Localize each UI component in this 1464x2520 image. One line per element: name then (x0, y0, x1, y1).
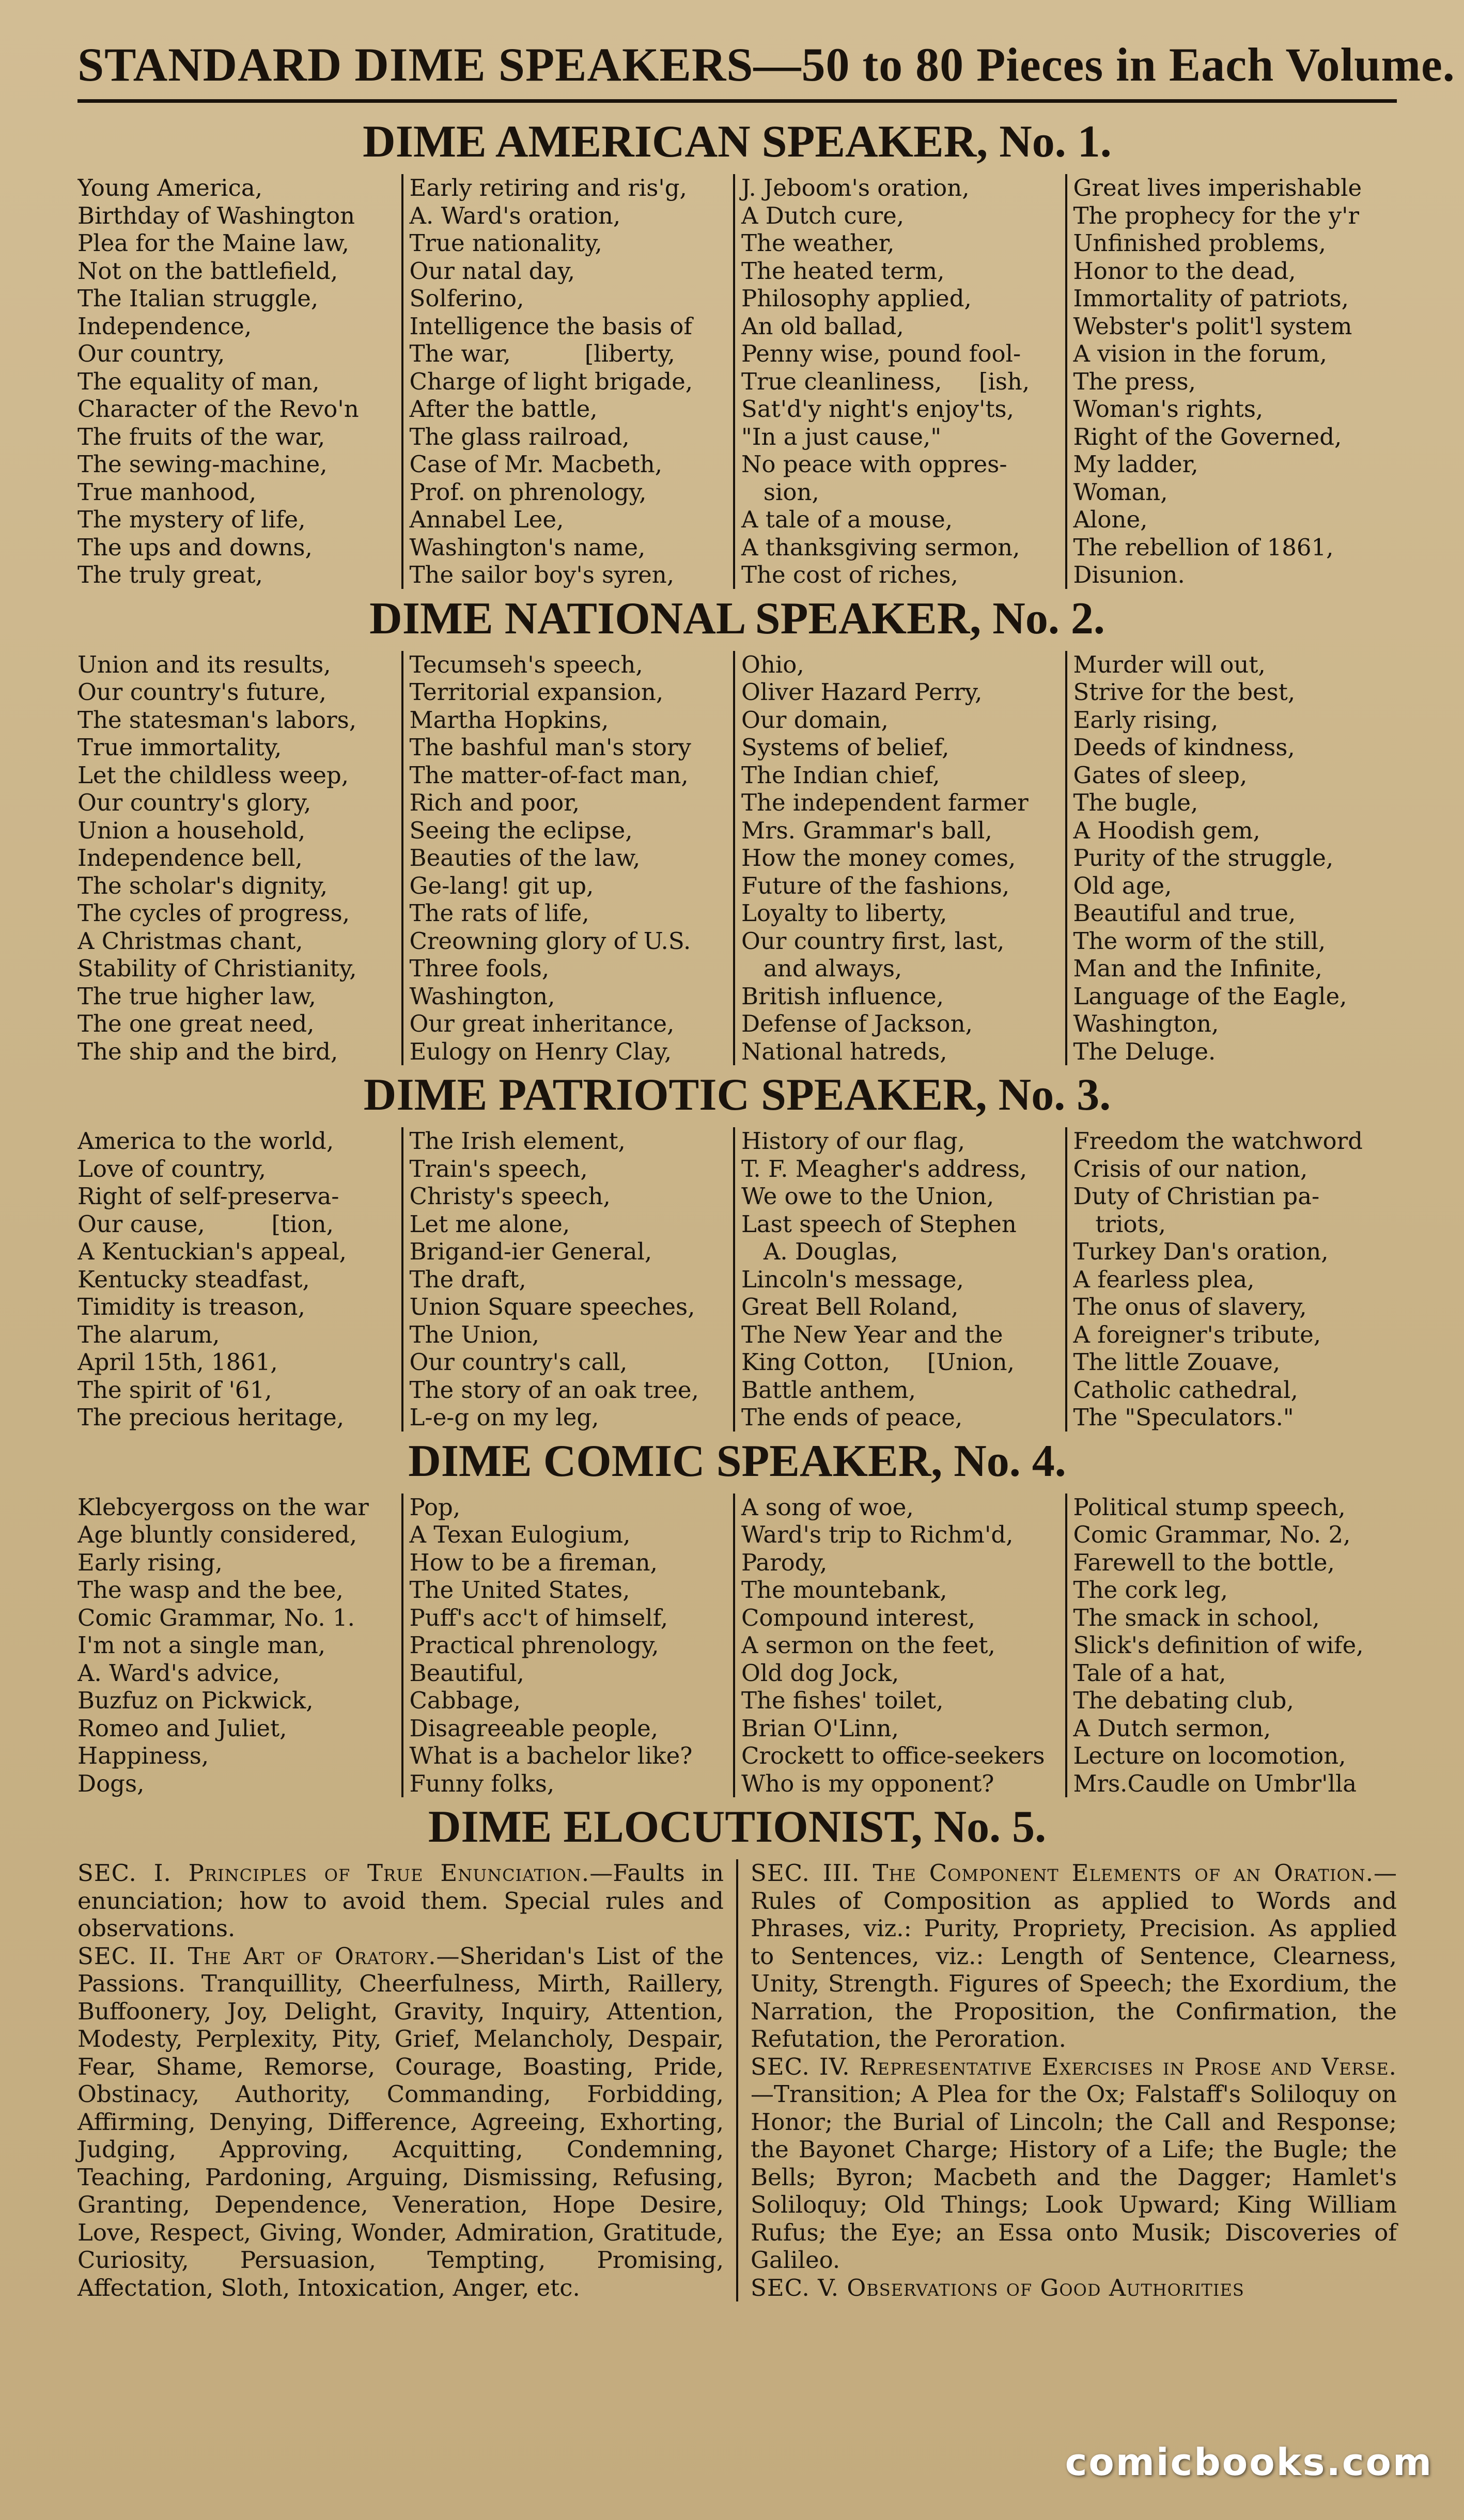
list-item: Solferino, (409, 285, 524, 312)
elocutionist-paragraph (751, 2274, 1397, 2302)
list-item: America to the world, (77, 1127, 334, 1155)
list-item: Union Square speeches, (409, 1293, 695, 1320)
list-item: Our country first, last, (741, 927, 1005, 955)
elocutionist-paragraph (77, 1942, 724, 2302)
list-item: Our country's call, (409, 1348, 628, 1376)
list-item: Territorial expansion, (409, 678, 664, 706)
list-item: The heated term, (741, 257, 945, 285)
list-item: British influence, (741, 982, 944, 1010)
list-item: Our great inheritance, (409, 1010, 675, 1037)
list-item: The war, [liberty, (409, 340, 675, 367)
list-item: T. F. Meagher's address, (741, 1155, 1027, 1183)
list-item: A fearless plea, (1073, 1265, 1255, 1293)
list-item: The equality of man, (77, 367, 320, 395)
list-item: Washington, (409, 982, 555, 1010)
section-column (1065, 651, 1397, 1066)
list-item: Last speech of Stephen (741, 1210, 1017, 1238)
list-item: Ward's trip to Richm'd, (741, 1521, 1014, 1548)
list-item: The ends of peace, (741, 1404, 963, 1431)
list-item: The worm of the still, (1073, 927, 1326, 955)
list-item: Romeo and Juliet, (77, 1714, 287, 1742)
list-item: King Cotton, [Union, (741, 1348, 1015, 1376)
header-rule (77, 99, 1397, 103)
list-item: Early rising, (1073, 706, 1219, 734)
list-item: Dogs, (77, 1769, 145, 1797)
list-item: The bashful man's story (409, 734, 691, 761)
list-item: The little Zouave, (1073, 1348, 1281, 1376)
list-item: After the battle, (409, 395, 598, 423)
section-column (401, 651, 734, 1066)
list-item: The scholar's dignity, (77, 872, 328, 899)
elocutionist-title: DIME ELOCUTIONIST, No. 5. (428, 1802, 1047, 1852)
list-item: The debating club, (1073, 1687, 1294, 1714)
list-item: Strive for the best, (1073, 678, 1296, 706)
list-item: Beautiful and true, (1073, 899, 1296, 927)
list-item: Battle anthem, (741, 1376, 916, 1404)
section-column (1065, 1127, 1397, 1432)
list-item: Ohio, (741, 650, 804, 678)
list-item: The spirit of '61, (77, 1376, 272, 1404)
list-item: Martha Hopkins, (409, 706, 609, 734)
section-heading: SEC. IV. Representative Exercises in Prose and Verse. (751, 2052, 1397, 2080)
list-item: The cork leg, (1073, 1576, 1228, 1604)
list-item: Our country's future, (77, 678, 326, 706)
list-item: Immortality of patriots, (1073, 285, 1349, 312)
list-item: Pop, (409, 1493, 461, 1521)
list-item: Timidity is treason, (77, 1293, 305, 1320)
list-item: A sermon on the feet, (741, 1631, 995, 1659)
elocutionist-left-column (77, 1859, 738, 2301)
list-item: A foreigner's tribute, (1073, 1320, 1321, 1348)
list-item: No peace with oppres- (741, 450, 1007, 478)
section-heading: SEC. I. Principles of True Enunciation. (77, 1859, 590, 1887)
section-column (733, 651, 1065, 1066)
list-item: The Italian struggle, (77, 285, 319, 312)
section-column (77, 1494, 401, 1798)
list-item: Loyalty to liberty, (741, 899, 947, 927)
list-item: The matter-of-fact man, (409, 761, 689, 789)
list-item: How the money comes, (741, 844, 1016, 872)
watermark: comicbooks.com (1065, 2440, 1433, 2484)
list-item: A Texan Eulogium, (409, 1521, 631, 1548)
section-body: —Sheridan's List of the Passions. Tranquillity, Cheerfulness, Mirth, Raillery, Buffoonery, Joy, Delight, Gravity, Inquiry, Attention, Modesty, Perplexity, Pity, Grief, Melancholy, Despair, Fear, Shame, Remorse, Courage, Boasting, Pride, Obstinacy, Authority, Commanding, Forbidding, Affirming, Denying, Difference, Agreeing, Exhorting, Judging, Approving, Acquitting, Condemning, Teaching, Pardoning, Arguing, Dismissing, Refusing, Granting, Dependence, Veneration, Hope Desire, Love, Respect, Giving, Wonder, Admiration, Gratitude, Curiosity, Persuasion, Tempting, Promising, Affectation, Sloth, Intoxication, Anger, etc. (77, 1942, 724, 2301)
list-item: The story of an oak tree, (409, 1376, 699, 1404)
list-item: Kentucky steadfast, (77, 1265, 310, 1293)
list-item: Washington's name, (409, 533, 646, 561)
list-item: Our natal day, (409, 257, 575, 285)
list-item: A Kentuckian's appeal, (77, 1238, 347, 1265)
list-item: A tale of a mouse, (741, 506, 953, 533)
section-column (733, 1494, 1065, 1798)
section-column (1065, 1494, 1397, 1798)
list-item: National hatreds, (741, 1037, 947, 1065)
list-item: Old dog Jock, (741, 1659, 899, 1687)
list-item: Three fools, (409, 955, 550, 982)
list-item: True manhood, (77, 478, 257, 506)
elocutionist-body (77, 1859, 1397, 2301)
list-item: True cleanliness, [ish, (741, 367, 1030, 395)
list-item: Love of country, (77, 1155, 266, 1183)
list-item: Train's speech, (409, 1155, 588, 1183)
list-item: Slick's definition of wife, (1073, 1631, 1364, 1659)
list-item: Practical phrenology, (409, 1631, 659, 1659)
list-item: The onus of slavery, (1073, 1293, 1307, 1320)
list-item: A Christmas chant, (77, 927, 303, 955)
section-column (77, 651, 401, 1066)
list-item: A Dutch sermon, (1073, 1714, 1271, 1742)
list-item: An old ballad, (741, 312, 904, 340)
list-item: The alarum, (77, 1320, 220, 1348)
list-item: Gates of sleep, (1073, 761, 1248, 789)
list-item: Language of the Eagle, (1073, 982, 1347, 1010)
list-item: A. Ward's oration, (409, 201, 621, 229)
list-item: Brian O'Linn, (741, 1714, 899, 1742)
list-item: Not on the battlefield, (77, 257, 338, 285)
section-column (733, 1127, 1065, 1432)
list-item: The Indian chief, (741, 761, 940, 789)
list-item: Prof. on phrenology, (409, 478, 647, 506)
list-item: True nationality, (409, 229, 602, 257)
list-item: The true higher law, (77, 982, 316, 1010)
list-item: Catholic cathedral, (1073, 1376, 1298, 1404)
page-header: STANDARD DIME SPEAKERS—50 to 80 Pieces in Each Volume. (77, 38, 1455, 91)
list-item: Honor to the dead, (1073, 257, 1296, 285)
list-item: Independence, (77, 312, 252, 340)
section-body: —Rules of Composition as applied to Words and Phrases, viz.: Purity, Propriety, Precision. As applied to Sentences, viz.: Length of Sentence, Clearness, Unity, Strength. Figures of Speech; the Exordium, the Narration, the Proposition, the Confirmation, the Refutation, the Peroration. (751, 1859, 1397, 2052)
list-item: Defense of Jackson, (741, 1010, 973, 1037)
list-item: Puff's acc't of himself, (409, 1604, 668, 1631)
list-item: The glass railroad, (409, 423, 630, 450)
elocutionist-right-column (738, 1859, 1397, 2301)
list-item: Independence bell, (77, 844, 303, 872)
list-item: Happiness, (77, 1742, 209, 1769)
list-item: The Union, (409, 1320, 540, 1348)
section-title: DIME COMIC SPEAKER, No. 4. (408, 1436, 1066, 1486)
list-item: Farewell to the bottle, (1073, 1548, 1335, 1576)
list-item: Eulogy on Henry Clay, (409, 1037, 672, 1065)
elocutionist-paragraph (751, 1859, 1397, 2053)
list-item: Plea for the Maine law, (77, 229, 349, 257)
list-item: A vision in the forum, (1073, 340, 1327, 367)
list-item: Lecture on locomotion, (1073, 1742, 1346, 1769)
list-item: History of our flag, (741, 1127, 965, 1155)
list-item: Our cause, [tion, (77, 1210, 334, 1238)
list-item: Sat'd'y night's enjoy'ts, (741, 395, 1014, 423)
list-item: Right of the Governed, (1073, 423, 1342, 450)
list-item: Buzfuz on Pickwick, (77, 1687, 314, 1714)
list-item: The truly great, (77, 561, 263, 588)
list-item: The New Year and the (741, 1320, 1003, 1348)
list-item: The sailor boy's syren, (409, 561, 675, 588)
list-item: Birthday of Washington (77, 201, 355, 229)
list-item: Klebcyergoss on the war (77, 1493, 369, 1521)
list-item: Beauties of the law, (409, 844, 641, 872)
list-item: The wasp and the bee, (77, 1576, 344, 1604)
list-item: April 15th, 1861, (77, 1348, 278, 1376)
list-item: The statesman's labors, (77, 706, 357, 734)
list-item: Penny wise, pound fool- (741, 340, 1021, 367)
list-item: The Irish element, (409, 1127, 626, 1155)
list-item: Systems of belief, (741, 734, 949, 761)
section-heading: SEC. II. The Art of Oratory. (77, 1942, 437, 1970)
section-column (401, 174, 734, 589)
section-body: —Transition; A Plea for the Ox; Falstaff's Soliloquy on Honor; the Burial of Lincoln; the Call and Response; the Bayonet Charge; History of a Life; the Bugle; the Bells; Byron; Macbeth and the Dagger; Hamlet's Soliloquy; Old Things; Look Upward; King William Rufus; the Eye; an Essa onto Musik; Discoveries of Galileo. (751, 2080, 1397, 2274)
section-body: —Faults in enunciation; how to avoid them. Special rules and observations. (77, 1859, 724, 1942)
section-heading: SEC. III. The Component Elements of an Oration. (751, 1859, 1374, 1887)
list-item: A. Ward's advice, (77, 1659, 280, 1687)
list-item: Man and the Infinite, (1073, 955, 1322, 982)
list-item: Great Bell Roland, (741, 1293, 959, 1320)
section-grid (77, 174, 1397, 589)
list-item: J. Jeboom's oration, (741, 174, 970, 201)
list-item: Political stump speech, (1073, 1493, 1346, 1521)
list-item: The rats of life, (409, 899, 589, 927)
list-item: Charge of light brigade, (409, 367, 693, 395)
list-item: The draft, (409, 1265, 526, 1293)
list-item: Rich and poor, (409, 789, 580, 816)
list-item: Our country, (77, 340, 225, 367)
list-item: Mrs. Grammar's ball, (741, 816, 992, 844)
list-item: Crisis of our nation, (1073, 1155, 1308, 1183)
list-item: My ladder, (1073, 450, 1198, 478)
list-item: Ge-lang! git up, (409, 872, 594, 899)
list-item: Seeing the eclipse, (409, 816, 633, 844)
list-item: "In a just cause," (741, 423, 942, 450)
list-item: The press, (1073, 367, 1196, 395)
list-item: We owe to the Union, (741, 1183, 994, 1210)
list-item: Mrs.Caudle on Umbr'lla (1073, 1769, 1357, 1797)
section-grid (77, 1127, 1397, 1432)
list-item: The fishes' toilet, (741, 1687, 944, 1714)
list-item: Stability of Christianity, (77, 955, 357, 982)
list-item: Unfinished problems, (1073, 229, 1326, 257)
list-item: Woman's rights, (1073, 395, 1264, 423)
list-item: The Deluge. (1073, 1037, 1216, 1065)
list-item: A thanksgiving sermon, (741, 533, 1020, 561)
list-item: A Dutch cure, (741, 201, 905, 229)
list-item: The weather, (741, 229, 895, 257)
list-item: The rebellion of 1861, (1073, 533, 1334, 561)
list-item: Young America, (77, 174, 263, 201)
list-item: I'm not a single man, (77, 1631, 326, 1659)
list-item: Christy's speech, (409, 1183, 611, 1210)
list-item: and always, (741, 955, 902, 982)
section-column (77, 174, 401, 589)
list-item: The fruits of the war, (77, 423, 325, 450)
list-item: Right of self-preserva- (77, 1183, 339, 1210)
list-item: Annabel Lee, (409, 506, 564, 533)
list-item: Disunion. (1073, 561, 1185, 588)
list-item: Character of the Revo'n (77, 395, 359, 423)
list-item: Webster's polit'l system (1073, 312, 1352, 340)
list-item: The ship and the bird, (77, 1037, 338, 1065)
section-column (401, 1494, 734, 1798)
list-item: Cabbage, (409, 1687, 521, 1714)
list-item: A. Douglas, (741, 1238, 898, 1265)
list-item: The "Speculators." (1073, 1404, 1294, 1431)
list-item: The cycles of progress, (77, 899, 350, 927)
list-item: Woman, (1073, 478, 1168, 506)
list-item: Intelligence the basis of (409, 312, 692, 340)
section-grid (77, 651, 1397, 1066)
section-grid (77, 1494, 1397, 1798)
speaker-sections (77, 115, 1397, 1797)
list-item: The prophecy for the y'r (1073, 201, 1360, 229)
section-column (401, 1127, 734, 1432)
list-item: Freedom the watchword (1073, 1127, 1363, 1155)
list-item: The mountebank, (741, 1576, 947, 1604)
list-item: Old age, (1073, 872, 1172, 899)
list-item: Tecumseh's speech, (409, 650, 643, 678)
list-item: Comic Grammar, No. 1. (77, 1604, 355, 1631)
section-title: DIME AMERICAN SPEAKER, No. 1. (363, 117, 1112, 167)
list-item: The cost of riches, (741, 561, 958, 588)
section-heading: SEC. V. Observations of Good Authorities (751, 2274, 1244, 2301)
list-item: Turkey Dan's oration, (1073, 1238, 1329, 1265)
list-item: The smack in school, (1073, 1604, 1320, 1631)
list-item: Early rising, (77, 1548, 223, 1576)
list-item: Creowning glory of U.S. (409, 927, 691, 955)
list-item: Future of the fashions, (741, 872, 1010, 899)
list-item: Great lives imperishable (1073, 174, 1362, 201)
list-item: Funny folks, (409, 1769, 555, 1797)
list-item: Early retiring and ris'g, (409, 174, 687, 201)
section-column (77, 1127, 401, 1432)
list-item: Union a household, (77, 816, 306, 844)
list-item: Let me alone, (409, 1210, 570, 1238)
list-item: What is a bachelor like? (409, 1742, 693, 1769)
list-item: Parody, (741, 1548, 828, 1576)
list-item: The ups and downs, (77, 533, 313, 561)
list-item: Brigand-ier General, (409, 1238, 652, 1265)
list-item: Crockett to office-seekers (741, 1742, 1045, 1769)
list-item: Deeds of kindness, (1073, 734, 1295, 761)
list-item: triots, (1073, 1210, 1166, 1238)
list-item: A Hoodish gem, (1073, 816, 1260, 844)
list-item: Our domain, (741, 706, 889, 734)
list-item: Compound interest, (741, 1604, 975, 1631)
list-item: Case of Mr. Macbeth, (409, 450, 663, 478)
list-item: Purity of the struggle, (1073, 844, 1334, 872)
list-item: Age bluntly considered, (77, 1521, 357, 1548)
section-title: DIME PATRIOTIC SPEAKER, No. 3. (363, 1070, 1111, 1120)
list-item: Our country's glory, (77, 789, 312, 816)
list-item: The mystery of life, (77, 506, 306, 533)
list-item: Comic Grammar, No. 2, (1073, 1521, 1351, 1548)
list-item: Lincoln's message, (741, 1265, 964, 1293)
list-item: Tale of a hat, (1073, 1659, 1226, 1687)
list-item: How to be a fireman, (409, 1548, 658, 1576)
elocutionist-paragraph (77, 1859, 724, 1942)
list-item: Washington, (1073, 1010, 1219, 1037)
list-item: Union and its results, (77, 650, 331, 678)
list-item: Disagreeable people, (409, 1714, 659, 1742)
section-title: DIME NATIONAL SPEAKER, No. 2. (369, 593, 1105, 644)
list-item: The sewing-machine, (77, 450, 328, 478)
list-item: True immortality, (77, 734, 282, 761)
list-item: Beautiful, (409, 1659, 524, 1687)
list-item: Philosophy applied, (741, 285, 972, 312)
list-item: The independent farmer (741, 789, 1029, 816)
list-item: A song of woe, (741, 1493, 914, 1521)
list-item: Who is my opponent? (741, 1769, 994, 1797)
list-item: Alone, (1073, 506, 1148, 533)
list-item: The precious heritage, (77, 1404, 345, 1431)
list-item: Oliver Hazard Perry, (741, 678, 983, 706)
list-item: The bugle, (1073, 789, 1198, 816)
list-item: Let the childless weep, (77, 761, 349, 789)
list-item: sion, (741, 478, 819, 506)
section-column (1065, 174, 1397, 589)
list-item: L-e-g on my leg, (409, 1404, 599, 1431)
section-column (733, 174, 1065, 589)
list-item: The one great need, (77, 1010, 315, 1037)
list-item: The United States, (409, 1576, 630, 1604)
list-item: Murder will out, (1073, 650, 1266, 678)
elocutionist-paragraph (751, 2053, 1397, 2274)
list-item: Duty of Christian pa- (1073, 1183, 1320, 1210)
